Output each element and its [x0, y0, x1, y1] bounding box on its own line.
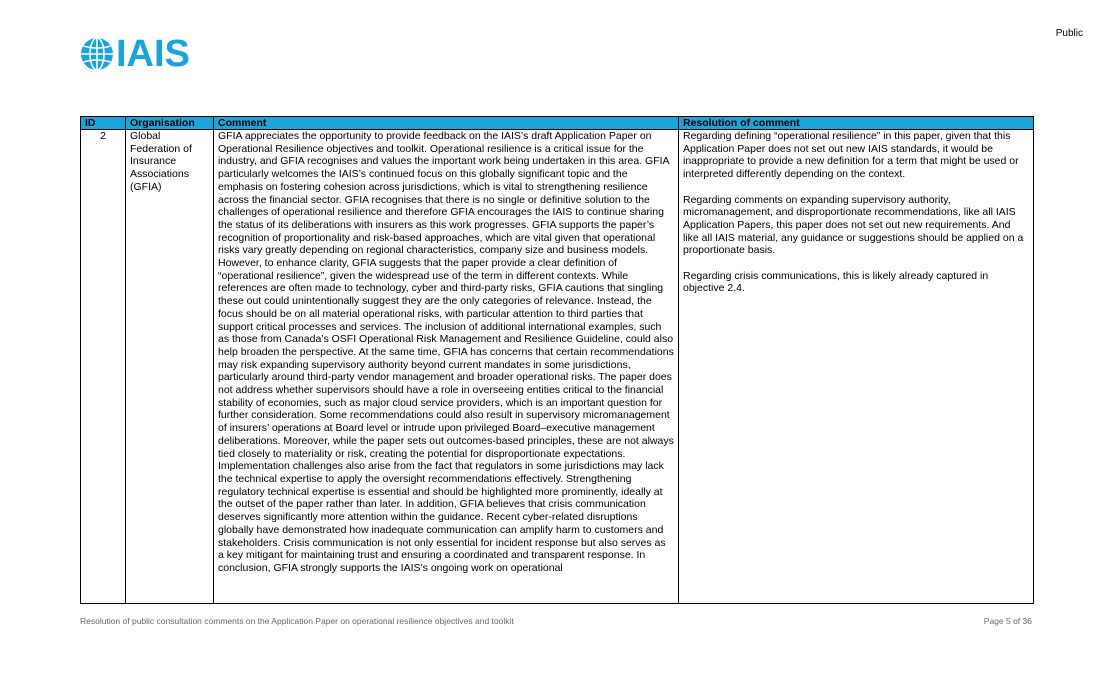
row-organisation: Global Federation of Insurance Associations (GFIA) [126, 130, 214, 604]
row-comment: GFIA appreciates the opportunity to provide feedback on the IAIS’s draft Application Paper on Operational Resilience objectives and toolkit. Operational resilience is a critical issue for the industry, and GFIA recognises and values the important work being undertaken in this area. GFIA particularly welcomes the IAIS’s continued focus on this globally significant topic and the emphasis on fostering cohesion across jurisdictions, which is vital to strengthening resilience across the financial sector. GFIA recognises that there is no single or definitive solution to the challenges of operational resilience and therefore GFIA encourages the IAIS to continue sharing the status of its deliberations with insurers as this work progresses. GFIA supports the paper’s recognition of proportionality and risk-based approaches, which are vital given that operational risks vary greatly depending on regional characteristics, company size and business models. However, to enhance clarity, GFIA suggests that the paper provide a clear definition of “operational resilience”, given the widespread use of the term in different contexts. While references are often made to technology, cyber and third-party risks, GFIA cautions that singling these out could unintentionally suggest they are the only categories of relevance. Instead, the focus should be on all material operational risks, with particular attention to third parties that support critical processes and services. The inclusion of additional international examples, such as those from Canada’s OSFI Operational Risk Management and Resilience Guideline, could also help broaden the perspective. At the same time, GFIA has concerns that certain recommendations may risk expanding supervisory authority beyond current mandates in some jurisdictions, particularly around third-party vendor management and broader operational risks. The paper does not address whether supervisors should have a role in overseeing entities critical to the financial stability of economies, such as major cloud service providers, which is an important question for further consideration. Some recommendations could also result in supervisory micromanagement of insurers’ operations at Board level or intrude upon privileged Board–executive management deliberations. Moreover, while the paper sets out outcomes-based principles, these are not always tied closely to materiality or risk, creating the potential for disproportionate expectations. Implementation challenges also arise from the fact that regulators in some jurisdictions may lack the technical expertise to apply the oversight recommendations effectively. Strengthening regulatory technical expertise is essential and should be highlighted more prominently, ideally at the outset of the paper rather than later. In addition, GFIA believes that crisis communication deserves significantly more attention within the guidance. Recent cyber-related disruptions globally have demonstrated how inadequate communication can amplify harm to customers and stakeholders. Crisis communication is not only essential for incident response but also serves as a key mitigant for maintaining trust and ensuring a coordinated and transparent response. In conclusion, GFIA strongly supports the IAIS’s ongoing work on operational [214, 130, 679, 604]
table-header-row [81, 117, 1034, 130]
globe-icon [80, 37, 114, 71]
column-header-resolution: Resolution of comment [679, 117, 1034, 130]
resolution-paragraph: Regarding defining “operational resilience” in this paper, given that this Application Paper does not set out new IAIS standards, it would be inappropriate to provide a new definition for a term that might be used or interpreted differently depending on the context. [683, 130, 1019, 181]
iais-logo [80, 33, 190, 75]
row-resolution [679, 130, 1034, 604]
row-id: 2 [81, 130, 126, 604]
comments-table [80, 116, 1034, 604]
column-header-organisation: Organisation [126, 117, 214, 130]
footer-document-title: Resolution of public consultation comments on the Application Paper on operational resilience objectives and toolkit [80, 616, 514, 626]
resolution-paragraph: Regarding comments on expanding supervisory authority, micromanagement, and disproportionate recommendations, like all IAIS Application Papers, this paper does not set out new requirements. And like all IAIS material, any guidance or suggestions should be applied on a proportionate basis. [683, 193, 1024, 257]
column-header-id: ID [81, 117, 126, 130]
column-header-comment: Comment [214, 117, 679, 130]
resolution-paragraph: Regarding crisis communications, this is likely already captured in objective 2.4. [683, 269, 989, 295]
footer-page-number: Page 5 of 36 [983, 616, 1032, 626]
table-row [81, 130, 1034, 604]
classification-label: Public [1055, 28, 1083, 39]
logo-text: IAIS [116, 33, 190, 75]
